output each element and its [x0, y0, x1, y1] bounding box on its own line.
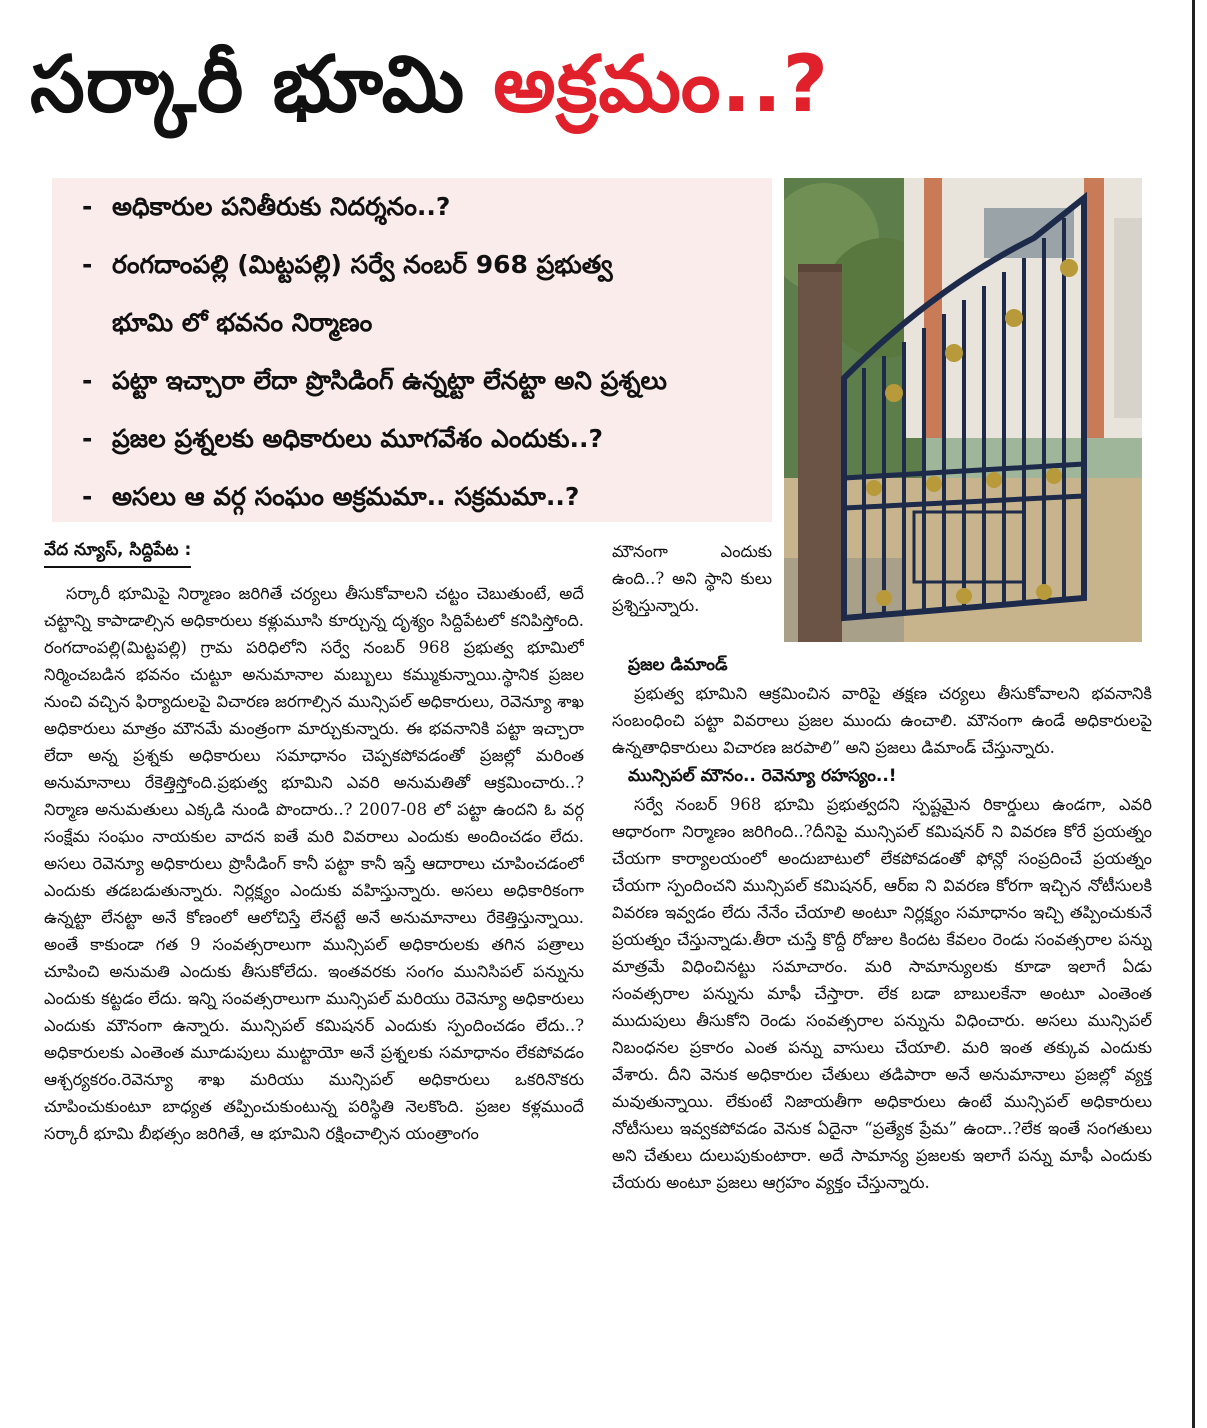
- highlight-item: - ప్రజల ప్రశ్నలకు అధికారులు మూగవేశం ఎందుకు..?: [82, 424, 603, 453]
- headline: [30, 30, 1180, 140]
- highlight-item: - రంగదాంపల్లి (మిట్టపల్లి) సర్వే నంబర్ 968 ప్రభుత్వ: [82, 250, 613, 279]
- headline-red: అక్రమం..?: [493, 40, 829, 130]
- article-paragraph: ప్రభుత్వ భూమిని ఆక్రమించిన వారిపై తక్షణ చర్యలు తీసుకోవాలని భవనానికి సంబంధించి పట్టా వివరాలు ప్రజల ముందు ఉంచాలి. మౌనంగా ఉండే అధికారులపై ఉన్నతాధికారులు విచారణ జరపాలి” అని ప్రజలు డిమాండ్ చేస్తున్నారు.: [612, 684, 1152, 757]
- article-paragraph: మౌనంగా ఎందుకు ఉంది..? అని స్థాని కులు ప్రశ్నిస్తున్నారు.: [612, 542, 772, 615]
- subheading-municipal-silence: మున్సిపల్ మౌనం.. రెవెన్యూ రహస్యం..!: [628, 766, 897, 786]
- highlights-box: [52, 178, 772, 522]
- headline-black: సర్కారీ భూమి: [30, 40, 494, 130]
- gate-photo-illustration: [784, 178, 1142, 642]
- highlight-item: - అధికారుల పనితీరుకు నిదర్శనం..?: [82, 192, 451, 221]
- article-column-left: [44, 580, 584, 1380]
- article-column-right: [612, 650, 1152, 1390]
- subheading-public-demand: ప్రజల డిమాండ్: [628, 655, 728, 675]
- byline: వేద న్యూస్, సిద్దిపేట :: [44, 540, 191, 568]
- article-paragraph: సర్కారీ భూమిపై నిర్మాణం జరిగితే చర్యలు తీసుకోవాలని చట్టం చెబుతుంటే, అదే చట్టాన్ని కాపాడాల్సిన అధికారులు కళ్లుమూసి కూర్చున్న దృశ్యం సిద్దిపేటలో కనిపిస్తోంది. రంగదాంపల్లి(మిట్టపల్లి) గ్రామ పరిధిలోని సర్వే నంబర్ 968 ప్రభుత్వ భూమిలో నిర్మించబడిన భవనం చుట్టూ అనుమానాల మబ్బులు కమ్ముకున్నాయి.స్థానిక ప్రజల నుంచి వచ్చిన ఫిర్యాదులపై విచారణ జరగాల్సిన మున్సిపల్ అధికారులు, రెవెన్యూ శాఖ అధికారులు మాత్రం మౌనమే మంత్రంగా మార్చుకున్నారు. ఈ భవనానికి పట్టా ఇచ్చారా లేదా అన్న ప్రశ్నకు అధికారులు సమాధానం చెప్పకపోవడంతో ప్రజల్లో మరింత అనుమానాలు రేకెత్తిస్తోంది.ప్రభుత్వ భూమిని ఎవరి అనుమతితో ఆక్రమించారు..? నిర్మాణ అనుమతులు ఎక్కడి నుండి పొందారు..? 2007-08 లో పట్టా ఉందని ఓ వర్గ సంక్షేమ సంఘం నాయకుల వాదన ఐతే మరి వివరాలు ఎందుకు అందించడం లేదు. అసలు రెవెన్యూ అధికారులు ప్రొసీడింగ్ కానీ పట్టా కానీ ఇస్తే ఆదారాలు చూపించడంలో ఎందుకు తడబడుతున్నారు. నిర్లక్ష్యం ఎందుకు వహిస్తున్నారు. అసలు అధికారికంగా ఉన్నట్టా లేనట్టా అనే కోణంలో ఆలోచిస్తే లేనట్టే అనే అనుమానాలు రేకెత్తిస్తున్నాయి. అంతే కాకుండా గత 9 సంవత్సరాలుగా మున్సిపల్ అధికారులకు తగిన పత్రాలు చూపించి అనుమతి ఎందుకు తీసుకోలేదు. ఇంతవరకు సంగం మునిసిపల్ పన్నును ఎందుకు కట్టడం లేదు. ఇన్ని సంవత్సరాలుగా మున్సిపల్ మరియు రెవెన్యూ అధికారులు ఎందుకు మౌనంగా ఉన్నారు. మున్సిపల్ కమిషనర్ ఎందుకు స్పందించడం లేదు..? అధికారులకు ఎంతెంత మూడుపులు ముట్టాయో అనే ప్రశ్నలకు సమాధానం లేకపోవడం ఆశ్చర్యకరం.రెవెన్యూ శాఖ మరియు మున్సిపల్ అధికారులు ఒకరినొకరు చూపించుకుంటూ బాధ్యత తప్పించుకుంటున్న పరిస్థితి నెలకొంది. ప్రజల కళ్లముందే సర్కారీ భూమి బీభత్సం జరిగితే, ఆ భూమిని రక్షించాల్సిన యంత్రాంగం: [44, 584, 584, 1143]
- article-column-right-top: [612, 538, 772, 662]
- highlight-item: - పట్టా ఇచ్చారా లేదా ప్రొసిడింగ్ ఉన్నట్టా లేనట్టా అని ప్రశ్నలు: [82, 366, 667, 395]
- article-paragraph: సర్వే నంబర్ 968 భూమి ప్రభుత్వదని స్పష్టమైన రికార్డులు ఉండగా, ఎవరి ఆధారంగా నిర్మాణం జరిగింది..?దీనిపై మున్సిపల్ కమిషనర్ ని వివరణ కోరే ప్రయత్నం చేయగా కార్యాలయంలో అందుబాటులో లేకపోవడంతో ఫోన్లో సంప్రదించే ప్రయత్నం చేయగా స్పందించని మున్సిపల్ కమిషనర్, ఆర్ఐ ని వివరణ కోరగా ఇచ్చిన నోటీసులకి వివరణ ఇవ్వడం లేదు నేనేం చేయాలి అంటూ నిర్లక్ష్యం సమాధానం ఇచ్చి తప్పించుకునే ప్రయత్నం చేస్తున్నాడు.తీరా చుస్తే కొద్దీ రోజుల కిందట కేవలం రెండు సంవత్సరాల పన్ను మాత్రమే విధించినట్టు సమాచారం. మరి సామాన్యులకు కూడా ఇలాగే ఏడు సంవత్సరాల పన్నును మాఫీ చేస్తారా. లేక బడా బాబులకేనా అంటూ ఎంతెంత ముదుపులు తీసుకోని రెండు సంవత్సరాల పన్నును విధించారు. అసలు మున్సిపల్ నిబంధనల ప్రకారం ఎంత పన్ను వాసులు చేయాలి. మరి ఇంత తక్కువ ఎందుకు వేశారు. దీని వెనుక అధికారుల చేతులు తడిపారా అనే అనుమానాలు ప్రజల్లో వ్యక్త మవుతున్నాయి. లేకుంటే నిజాయతీగా అధికారులు ఉంటే మున్సిపల్ అధికారులు నోటీసులు ఇవ్వకపోవడం వెనుక ఏదైనా “ప్రత్యేక ప్రేమ” ఉందా..?లేక ఇంతే సంగతులు అని చేతులు దులుపుకుంటారా. అదే సామాన్య ప్రజలకు ఇలాగే పన్ను మాఫీ ఎందుకు చేయరు అంటూ ప్రజలు ఆగ్రహం వ్యక్తం చేస్తున్నారు.: [612, 795, 1152, 1192]
- highlight-item-continued: భూమి లో భవనం నిర్మాణం: [112, 308, 373, 337]
- gate-photo: [784, 178, 1142, 642]
- highlight-item: - అసలు ఆ వర్గ సంఘం అక్రమమా.. సక్రమమా..?: [82, 482, 580, 511]
